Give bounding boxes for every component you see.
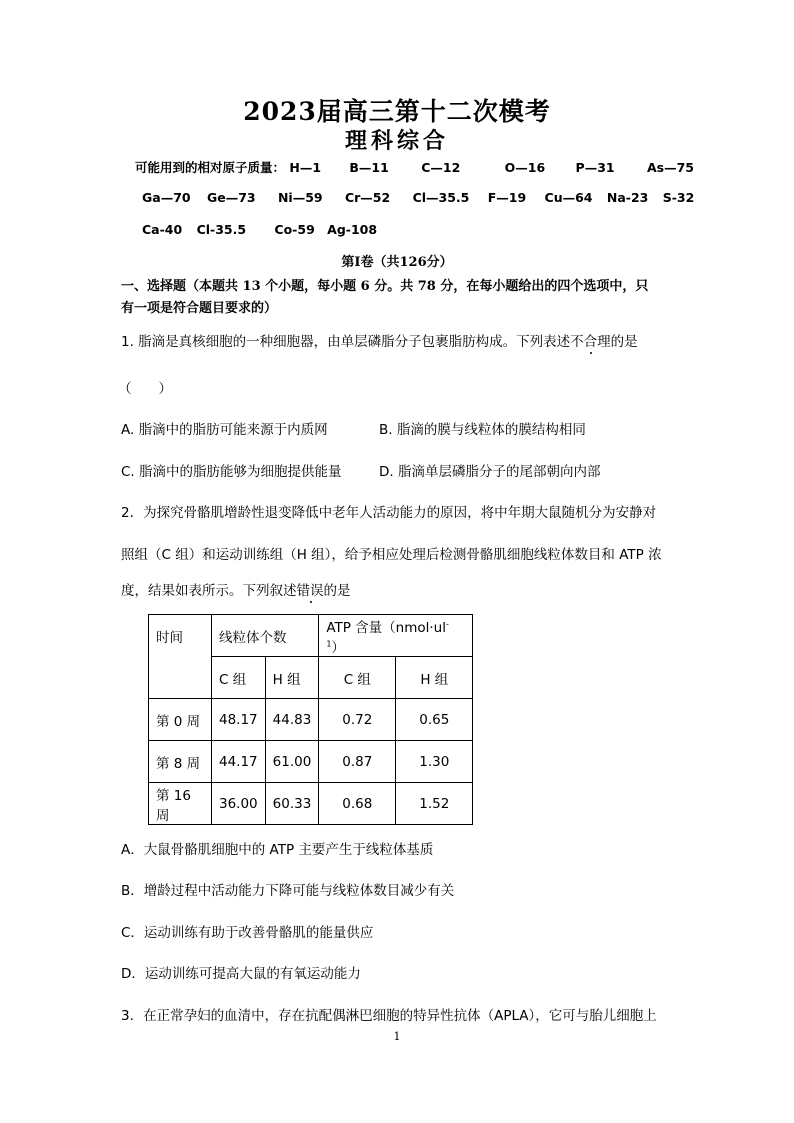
header-atp-text: ATP 含量（nmol·ul <box>326 619 446 636</box>
atomic-mass-item: H—1 <box>289 160 322 175</box>
table-cell: 60.33 <box>265 783 319 825</box>
atomic-mass-item: Cu—64 <box>544 190 593 205</box>
atomic-mass-item: Ge—73 <box>206 190 256 205</box>
q1-stem-end: 的是 <box>610 334 638 350</box>
header-atp <box>319 615 473 657</box>
subheader-cell: H 组 <box>265 657 319 699</box>
atomic-mass-item: Co-59 <box>274 222 315 237</box>
atomic-mass-row-2 <box>142 190 694 205</box>
q1-option-c: C. 脂滴中的脂肪能够为细胞提供能量 <box>121 464 342 480</box>
q2-option-d: D．运动训练可提高大鼠的有氧运动能力 <box>121 966 361 982</box>
table-cell: 61.00 <box>265 741 319 783</box>
table-cell: 第 16 周 <box>149 783 212 825</box>
q1-blank: （ ） <box>118 381 172 397</box>
results-table <box>148 614 473 825</box>
table-cell: 1.52 <box>396 783 473 825</box>
atomic-mass-item: S-32 <box>662 190 695 205</box>
atomic-mass-item: C—12 <box>421 160 461 175</box>
table-row <box>149 783 473 825</box>
subheader-cell: C 组 <box>319 657 396 699</box>
atomic-mass-item: Ag-108 <box>327 222 378 237</box>
instruction-line-2: 有一项是符合题目要求的） <box>121 301 278 316</box>
table-header-row <box>149 615 473 657</box>
q1-option-b: B. 脂滴的膜与线粒体的膜结构相同 <box>379 422 586 438</box>
q2-stem-line-1: 2．为探究骨骼肌增龄性退变降低中老年人活动能力的原因，将中年期大鼠随机分为安静对 <box>121 505 657 521</box>
subheader-cell: C 组 <box>212 657 266 699</box>
atomic-mass-item: P—31 <box>575 160 615 175</box>
table-cell: 0.68 <box>319 783 396 825</box>
q2-stem-end: 的是 <box>323 583 351 599</box>
section-title: 第Ⅰ卷（共126分） <box>341 255 453 270</box>
atomic-mass-item: Cl—35.5 <box>412 190 470 205</box>
q2-emphasis: 错误 <box>296 583 324 599</box>
q1-option-d: D. 脂滴单层磷脂分子的尾部朝向内部 <box>379 464 601 480</box>
header-time: 时间 <box>149 615 212 699</box>
header-mitochondria: 线粒体个数 <box>212 615 319 657</box>
instruction-line-1: 一、选择题（本题共 13 个小题，每小题 6 分。共 78 分，在每小题给出的四个选项中，只 <box>121 279 649 294</box>
exam-subtitle: 理科综合 <box>344 128 449 154</box>
q2-option-a: A．大鼠骨骼肌细胞中的 ATP 主要产生于线粒体基质 <box>121 842 434 858</box>
subheader-cell: H 组 <box>396 657 473 699</box>
q1-stem <box>121 330 638 350</box>
table-row <box>149 741 473 783</box>
atomic-mass-item: Ni—59 <box>277 190 323 205</box>
q2-option-c: C．运动训练有助于改善骨骼肌的能量供应 <box>121 925 374 941</box>
atomic-mass-row-3 <box>142 222 377 237</box>
table-cell: 44.17 <box>212 741 266 783</box>
q2-stem-line-2: 照组（C 组）和运动训练组（H 组），给予相应处理后检测骨骼肌细胞线粒体数目和 ATP 浓 <box>121 547 662 563</box>
table-cell: 0.72 <box>319 699 396 741</box>
q1-stem-text: 1. 脂滴是真核细胞的一种细胞器，由单层磷脂分子包裹脂肪构成。下列表述 <box>121 334 571 350</box>
q3-stem-line-1: 3．在正常孕妇的血清中，存在抗配偶淋巴细胞的特异性抗体（APLA），它可与胎儿细胞上 <box>121 1008 657 1024</box>
q2-option-b: B．增龄过程中活动能力下降可能与线粒体数目减少有关 <box>121 883 455 899</box>
atomic-mass-item: O—16 <box>504 160 546 175</box>
table-cell: 36.00 <box>212 783 266 825</box>
table-cell: 第 8 周 <box>149 741 212 783</box>
atomic-mass-item: Na-23 <box>606 190 649 205</box>
atomic-mass-item: F—19 <box>487 190 527 205</box>
section-instruction <box>121 276 681 320</box>
table-row <box>149 699 473 741</box>
table-cell: 0.65 <box>396 699 473 741</box>
header-atp-sup: -1 <box>326 619 449 648</box>
atomic-mass-item: As—75 <box>646 160 694 175</box>
q1-option-a: A. 脂滴中的脂肪可能来源于内质网 <box>121 422 328 438</box>
page-number: 1 <box>393 1030 401 1043</box>
atomic-mass-item: Cl-35.5 <box>196 222 247 237</box>
table-cell: 1.30 <box>396 741 473 783</box>
q1-emphasis: 不合理 <box>570 334 611 350</box>
table-cell: 0.87 <box>319 741 396 783</box>
atomic-mass-item: Cr—52 <box>344 190 391 205</box>
table-cell: 第 0 周 <box>149 699 212 741</box>
header-atp-end: ） <box>331 639 345 656</box>
atomic-mass-item: Ca-40 <box>142 222 183 237</box>
atomic-mass-label: 可能用到的相对原子质量： <box>135 160 286 175</box>
exam-title: 2023届高三第十二次模考 <box>243 97 551 126</box>
q2-stem-text: 度，结果如表所示。下列叙述 <box>121 583 297 599</box>
table-cell: 44.83 <box>265 699 319 741</box>
table-cell: 48.17 <box>212 699 266 741</box>
q2-stem-line-3 <box>121 579 351 599</box>
atomic-mass-item: B—11 <box>349 160 389 175</box>
atomic-mass-row-1 <box>135 158 694 176</box>
atomic-mass-item: Ga—70 <box>142 190 191 205</box>
